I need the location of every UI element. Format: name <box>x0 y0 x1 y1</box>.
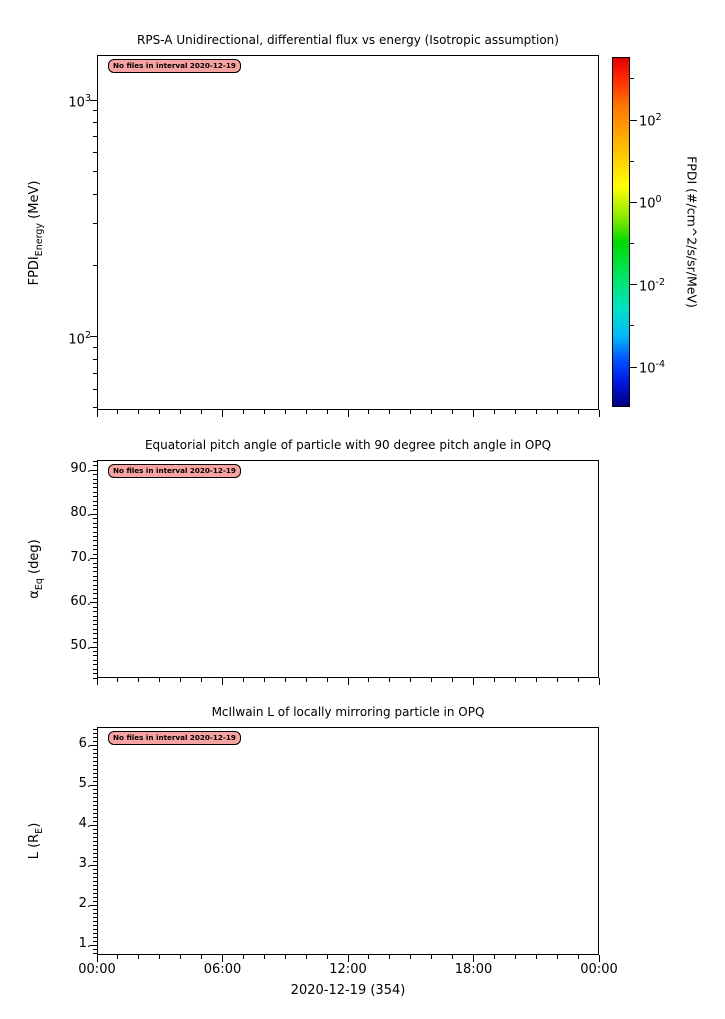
x-minor-tick <box>243 955 244 959</box>
x-tick-label: 00:00 <box>580 962 618 977</box>
y-minor-tick <box>93 909 97 910</box>
x-minor-tick <box>368 410 369 414</box>
y-minor-tick <box>93 817 97 818</box>
y-minor-tick <box>93 841 97 842</box>
y-minor-tick <box>93 633 97 634</box>
y-minor-tick <box>93 769 97 770</box>
y-minor-tick <box>93 933 97 934</box>
y-axis-label-pre: FPDI <box>27 255 43 285</box>
x-minor-tick <box>368 955 369 959</box>
x-minor-tick <box>201 678 202 682</box>
y-minor-tick <box>93 465 97 466</box>
y-tick-label: 2. <box>78 896 91 911</box>
y-minor-tick <box>93 773 97 774</box>
x-minor-tick <box>452 410 453 414</box>
tick-label-exp: 0 <box>655 194 662 206</box>
y-minor-tick <box>93 642 97 643</box>
colorbar-label: FPDI (#/cm^2/s/sr/MeV) <box>684 156 700 308</box>
y-minor-tick <box>93 461 97 462</box>
x-minor-tick <box>452 678 453 682</box>
x-major-tick <box>222 678 223 685</box>
x-minor-tick <box>264 955 265 959</box>
y-minor-tick <box>93 620 97 621</box>
x-minor-tick <box>201 955 202 959</box>
colorbar-major-tick <box>630 367 637 368</box>
tick-label-base: 10 <box>639 361 656 377</box>
panel-title: McIlwain L of locally mirroring particle in OPQ <box>211 705 485 719</box>
y-minor-tick <box>93 585 97 586</box>
x-minor-tick <box>180 410 181 414</box>
y-minor-tick <box>93 563 97 564</box>
y-minor-tick <box>93 576 97 577</box>
x-minor-tick <box>117 955 118 959</box>
x-major-tick <box>473 678 474 685</box>
tick-label-base: 10 <box>68 332 85 347</box>
y-minor-tick <box>93 897 97 898</box>
y-minor-tick <box>93 673 97 674</box>
y-minor-tick <box>93 509 97 510</box>
x-minor-tick <box>327 955 328 959</box>
y-minor-tick <box>93 545 97 546</box>
y-minor-tick <box>93 881 97 882</box>
y-axis-label-post: (deg) <box>27 539 43 579</box>
x-minor-tick <box>327 678 328 682</box>
y-minor-tick <box>93 729 97 730</box>
y-minor-tick <box>93 479 97 480</box>
y-minor-tick <box>93 501 97 502</box>
x-minor-tick <box>306 410 307 414</box>
y-major-tick <box>90 100 97 101</box>
tick-label-exp: -2 <box>655 276 666 288</box>
x-minor-tick <box>117 678 118 682</box>
x-major-tick <box>599 410 600 417</box>
tick-label-exp: 3 <box>84 93 91 105</box>
y-minor-tick <box>93 122 97 123</box>
y-minor-tick <box>93 638 97 639</box>
y-minor-tick <box>93 474 97 475</box>
y-minor-tick <box>93 733 97 734</box>
x-major-tick <box>348 410 349 417</box>
y-minor-tick <box>93 829 97 830</box>
y-major-tick <box>90 825 97 826</box>
x-tick-label: 12:00 <box>329 962 367 977</box>
x-minor-tick <box>410 955 411 959</box>
x-minor-tick <box>431 678 432 682</box>
y-major-tick <box>90 470 97 471</box>
colorbar-minor-tick <box>630 243 634 244</box>
y-major-tick <box>90 905 97 906</box>
y-tick-label: 50. <box>70 638 91 654</box>
y-minor-tick <box>93 777 97 778</box>
y-minor-tick <box>93 797 97 798</box>
y-major-tick <box>90 558 97 559</box>
y-axis-label-sub: Eq <box>33 578 45 591</box>
y-minor-tick <box>93 821 97 822</box>
y-minor-tick <box>93 837 97 838</box>
y-minor-tick <box>93 949 97 950</box>
y-major-tick <box>90 945 97 946</box>
x-major-tick <box>473 955 474 962</box>
tick-label-base: 10 <box>68 95 85 111</box>
x-minor-tick <box>243 678 244 682</box>
colorbar-major-tick <box>630 284 637 285</box>
y-minor-tick <box>93 929 97 930</box>
x-minor-tick <box>557 955 558 959</box>
x-major-tick <box>222 410 223 417</box>
x-minor-tick <box>138 678 139 682</box>
tick-label-exp: 2 <box>84 329 91 341</box>
y-minor-tick <box>93 496 97 497</box>
y-major-tick <box>90 745 97 746</box>
no-data-annotation: No files in interval 2020-12-19 <box>108 464 241 478</box>
x-minor-tick <box>389 955 390 959</box>
y-major-tick <box>90 865 97 866</box>
y-minor-tick <box>93 152 97 153</box>
y-tick-label: 6. <box>78 736 91 751</box>
x-minor-tick <box>264 410 265 414</box>
y-major-tick <box>90 336 97 337</box>
y-minor-tick <box>93 223 97 224</box>
x-minor-tick <box>410 410 411 414</box>
panel-title: RPS-A Unidirectional, differential flux vs energy (Isotropic assumption) <box>137 33 559 47</box>
x-minor-tick <box>264 678 265 682</box>
x-tick-label: 00:00 <box>78 962 116 977</box>
panel-title: Equatorial pitch angle of particle with 90 degree pitch angle in OPQ <box>144 438 552 452</box>
y-minor-tick <box>93 554 97 555</box>
x-major-tick <box>348 678 349 685</box>
y-minor-tick <box>93 571 97 572</box>
tick-label-base: 10 <box>639 196 656 212</box>
x-minor-tick <box>138 410 139 414</box>
y-minor-tick <box>93 749 97 750</box>
y-minor-tick <box>93 757 97 758</box>
x-minor-tick <box>557 678 558 682</box>
colorbar-minor-tick <box>630 325 634 326</box>
y-minor-tick <box>93 893 97 894</box>
y-axis-label-post: ) <box>27 822 43 828</box>
x-minor-tick <box>180 678 181 682</box>
y-minor-tick <box>93 885 97 886</box>
y-minor-tick <box>93 753 97 754</box>
x-minor-tick <box>515 678 516 682</box>
x-minor-tick <box>306 955 307 959</box>
y-minor-tick <box>93 765 97 766</box>
y-tick-label: 5. <box>78 776 91 791</box>
y-minor-tick <box>93 845 97 846</box>
no-data-annotation: No files in interval 2020-12-19 <box>108 59 241 73</box>
tick-label-exp: -4 <box>655 359 666 371</box>
y-minor-tick <box>93 567 97 568</box>
y-axis-label <box>27 180 45 285</box>
y-minor-tick <box>93 941 97 942</box>
y-tick-label: 90. <box>70 461 91 477</box>
y-minor-tick <box>93 540 97 541</box>
y-minor-tick <box>93 921 97 922</box>
colorbar-minor-tick <box>630 78 634 79</box>
x-major-tick <box>599 955 600 962</box>
y-major-tick <box>90 602 97 603</box>
x-minor-tick <box>180 955 181 959</box>
y-minor-tick <box>93 833 97 834</box>
y-minor-tick <box>93 877 97 878</box>
y-minor-tick <box>93 953 97 954</box>
x-minor-tick <box>410 678 411 682</box>
y-tick-label <box>37 90 91 112</box>
x-minor-tick <box>431 955 432 959</box>
x-minor-tick <box>285 410 286 414</box>
y-minor-tick <box>93 913 97 914</box>
y-axis-label <box>27 823 45 860</box>
y-minor-tick <box>93 781 97 782</box>
x-minor-tick <box>159 955 160 959</box>
x-major-tick <box>599 678 600 685</box>
y-minor-tick <box>93 737 97 738</box>
x-minor-tick <box>557 410 558 414</box>
y-minor-tick <box>93 523 97 524</box>
x-minor-tick <box>578 678 579 682</box>
y-minor-tick <box>93 389 97 390</box>
x-minor-tick <box>536 410 537 414</box>
y-minor-tick <box>93 660 97 661</box>
x-minor-tick <box>159 678 160 682</box>
y-axis-label-sub: E <box>33 827 45 834</box>
x-minor-tick <box>159 410 160 414</box>
colorbar-tick-label <box>639 274 681 296</box>
y-minor-tick <box>93 809 97 810</box>
x-minor-tick <box>452 955 453 959</box>
y-axis-label-pre: α <box>27 590 43 599</box>
x-minor-tick <box>138 955 139 959</box>
y-minor-tick <box>93 793 97 794</box>
y-minor-tick <box>93 761 97 762</box>
y-minor-tick <box>93 624 97 625</box>
y-tick-label: 3. <box>78 856 91 871</box>
y-tick-label: 60. <box>70 593 91 609</box>
y-tick-label: 4. <box>78 816 91 831</box>
y-tick-label: 70. <box>70 549 91 565</box>
y-minor-tick <box>93 664 97 665</box>
y-minor-tick <box>93 655 97 656</box>
x-minor-tick <box>515 410 516 414</box>
y-minor-tick <box>93 487 97 488</box>
y-minor-tick <box>93 483 97 484</box>
y-minor-tick <box>93 589 97 590</box>
x-minor-tick <box>327 410 328 414</box>
y-minor-tick <box>93 580 97 581</box>
y-minor-tick <box>93 873 97 874</box>
colorbar-tick-label <box>639 109 681 131</box>
x-minor-tick <box>494 955 495 959</box>
x-minor-tick <box>494 410 495 414</box>
y-minor-tick <box>93 901 97 902</box>
y-minor-tick <box>93 598 97 599</box>
x-minor-tick <box>431 410 432 414</box>
y-minor-tick <box>93 549 97 550</box>
y-minor-tick <box>93 194 97 195</box>
y-axis-label <box>27 539 45 598</box>
y-axis-label-sub: Energy <box>33 222 45 256</box>
x-major-tick <box>97 955 98 962</box>
x-minor-tick <box>389 678 390 682</box>
x-minor-tick <box>578 955 579 959</box>
y-minor-tick <box>93 532 97 533</box>
tick-label-base: 10 <box>639 279 656 295</box>
x-tick-label: 06:00 <box>203 962 242 977</box>
y-minor-tick <box>93 861 97 862</box>
y-minor-tick <box>93 607 97 608</box>
y-minor-tick <box>93 853 97 854</box>
y-minor-tick <box>93 373 97 374</box>
y-minor-tick <box>93 505 97 506</box>
x-minor-tick <box>368 678 369 682</box>
y-minor-tick <box>93 359 97 360</box>
colorbar-major-tick <box>630 120 637 121</box>
y-minor-tick <box>93 849 97 850</box>
y-minor-tick <box>93 669 97 670</box>
y-minor-tick <box>93 536 97 537</box>
colorbar-major-tick <box>630 202 637 203</box>
y-minor-tick <box>93 518 97 519</box>
y-minor-tick <box>93 925 97 926</box>
x-major-tick <box>348 955 349 962</box>
x-minor-tick <box>285 955 286 959</box>
y-major-tick <box>90 785 97 786</box>
y-minor-tick <box>93 741 97 742</box>
y-major-tick <box>90 647 97 648</box>
x-minor-tick <box>515 955 516 959</box>
colorbar-tick-label <box>639 356 681 378</box>
x-minor-tick <box>389 410 390 414</box>
plot-area <box>97 460 599 678</box>
y-minor-tick <box>93 611 97 612</box>
y-minor-tick <box>93 869 97 870</box>
y-tick-label: 80. <box>70 505 91 521</box>
colorbar-minor-tick <box>630 161 634 162</box>
x-minor-tick <box>285 678 286 682</box>
y-minor-tick <box>93 805 97 806</box>
x-minor-tick <box>536 678 537 682</box>
x-minor-tick <box>117 410 118 414</box>
x-axis-label: 2020-12-19 (354) <box>290 983 406 998</box>
y-minor-tick <box>93 347 97 348</box>
x-tick-label: 18:00 <box>454 962 493 977</box>
x-minor-tick <box>536 955 537 959</box>
y-minor-tick <box>93 889 97 890</box>
y-minor-tick <box>93 407 97 408</box>
y-minor-tick <box>93 616 97 617</box>
y-minor-tick <box>93 651 97 652</box>
y-major-tick <box>90 514 97 515</box>
colorbar-gradient <box>612 57 630 407</box>
y-minor-tick <box>93 265 97 266</box>
x-minor-tick <box>578 410 579 414</box>
y-minor-tick <box>93 110 97 111</box>
y-minor-tick <box>93 593 97 594</box>
plot-area <box>97 55 599 410</box>
y-minor-tick <box>93 492 97 493</box>
y-minor-tick <box>93 917 97 918</box>
x-major-tick <box>222 955 223 962</box>
x-major-tick <box>473 410 474 417</box>
plot-area <box>97 727 599 955</box>
y-minor-tick <box>93 857 97 858</box>
x-minor-tick <box>243 410 244 414</box>
y-minor-tick <box>93 527 97 528</box>
y-minor-tick <box>93 629 97 630</box>
tick-label-base: 10 <box>639 114 656 130</box>
x-minor-tick <box>201 410 202 414</box>
y-minor-tick <box>93 136 97 137</box>
x-major-tick <box>97 410 98 417</box>
y-minor-tick <box>93 937 97 938</box>
y-axis-label-pre: L (R <box>27 833 43 860</box>
no-data-annotation: No files in interval 2020-12-19 <box>108 731 241 745</box>
y-tick-label: 1. <box>78 936 91 951</box>
y-minor-tick <box>93 789 97 790</box>
x-major-tick <box>97 678 98 685</box>
y-minor-tick <box>93 171 97 172</box>
y-minor-tick <box>93 801 97 802</box>
y-axis-label-post: (MeV) <box>27 180 43 223</box>
y-minor-tick <box>93 813 97 814</box>
x-minor-tick <box>306 678 307 682</box>
x-minor-tick <box>494 678 495 682</box>
colorbar-tick-label <box>639 191 681 213</box>
tick-label-exp: 2 <box>655 112 662 123</box>
y-tick-label <box>37 327 91 349</box>
